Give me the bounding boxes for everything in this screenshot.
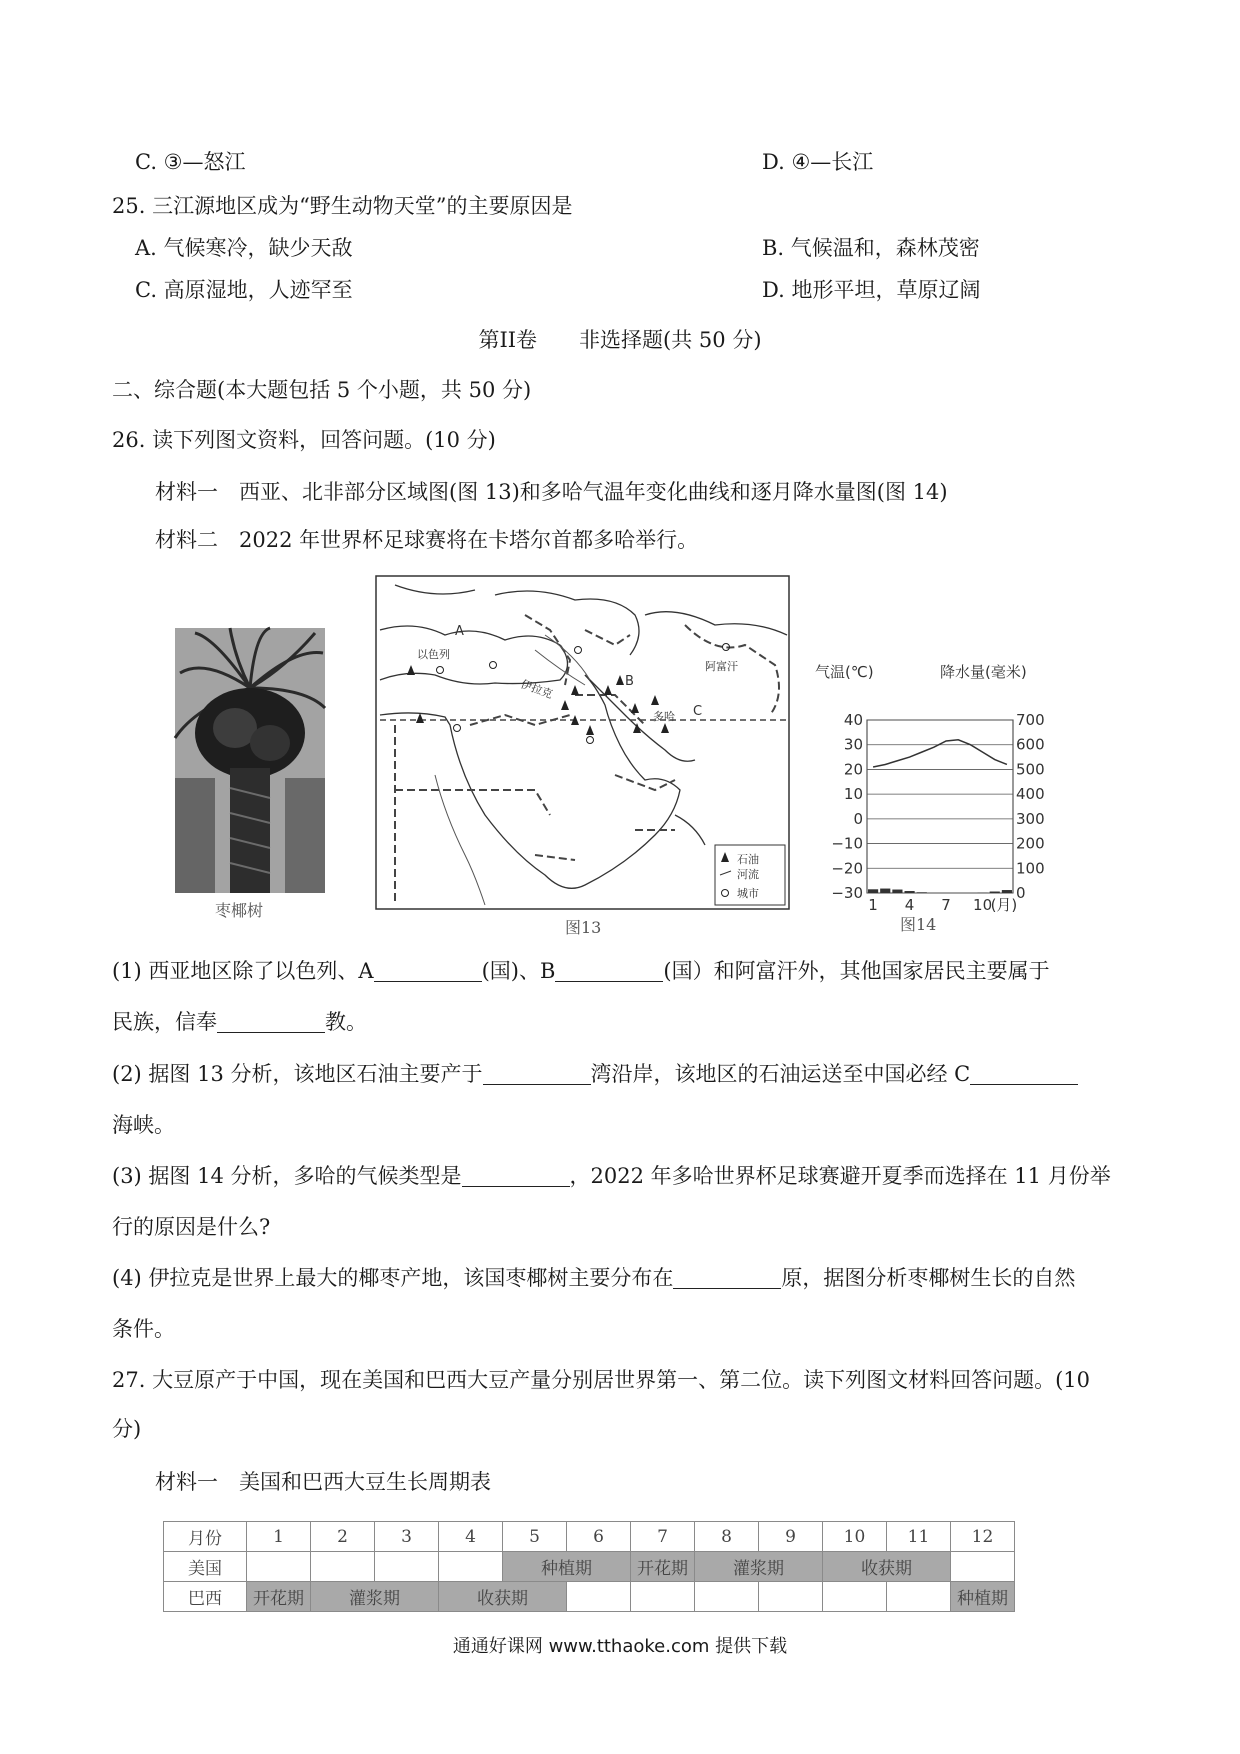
table-row-usa [164,1552,1015,1582]
month-cell: 5 [503,1522,567,1552]
y-left-tick: 10 [843,785,863,804]
legend-oil: 石油 [737,853,759,866]
q26-sub1-line1: (1) 西亚地区除了以色列、A (国)、B (国）和阿富汗外，其他国家居民主要属于 [112,959,1050,983]
legend-city: 城市 [737,887,759,900]
q27-stem-line2: 分) [112,1417,142,1441]
q26-stem: 26. 读下列图文资料，回答问题。(10 分) [112,428,496,452]
answer-blank[interactable] [483,1062,591,1085]
q25-option-c: C. 高原湿地，人迹罕至 [135,278,353,302]
climate-chart-figure-14 [815,663,1055,914]
q26-sub2-line2: 海峡。 [112,1113,175,1137]
precip-bar [1002,890,1012,893]
month-cell: 4 [439,1522,503,1552]
map-caption: 图13 [565,918,602,937]
month-cell: 9 [759,1522,823,1552]
y-left-tick: 20 [843,760,863,779]
month-cell: 8 [695,1522,759,1552]
month-cell: 12 [951,1522,1015,1552]
climate-caption: 图14 [900,915,937,934]
q27-stem-line1: 27. 大豆原产于中国，现在美国和巴西大豆产量分别居世界第一、第二位。读下列图文材料回答问题。(10 [112,1368,1090,1392]
y-right-tick: 200 [1016,834,1045,853]
x-unit: (月) [990,896,1018,914]
month-cell: 3 [375,1522,439,1552]
y-left-tick: −10 [831,834,863,853]
date-palm-photo [175,628,325,893]
month-cell: 2 [311,1522,375,1552]
y-right-tick: 300 [1016,809,1045,828]
y-right-tick: 100 [1016,859,1045,878]
soybean-growth-table [163,1521,1015,1612]
section2-title: 二、综合题(本大题包括 5 个小题，共 50 分) [112,378,532,402]
precip-bar [892,890,902,893]
answer-blank[interactable] [217,1010,325,1033]
map-label-israel: 以色列 [417,648,450,661]
q26-sub4-line2: 条件。 [112,1317,175,1341]
q24-option-d: D. ④—长江 [762,150,874,174]
q26-material1: 材料一 西亚、北非部分区域图(图 13)和多哈气温年变化曲线和逐月降水量图(图 14) [155,480,948,504]
precip-bar [990,892,1000,893]
month-cell: 7 [631,1522,695,1552]
map-label-doha: 多哈 [653,710,675,723]
page-footer: 通通好课网 www.tthaoke.com 提供下载 [452,1636,788,1657]
temp-axis-label: 气温(℃) [815,663,874,681]
chart-frame [867,720,1013,893]
legend-river: 河流 [737,868,759,881]
month-cell: 1 [247,1522,311,1552]
month-cell: 6 [567,1522,631,1552]
map-legend [715,845,785,905]
q24-option-c: C. ③—怒江 [135,150,246,174]
y-left-tick: 30 [843,735,863,754]
answer-blank[interactable] [970,1062,1078,1085]
map-label-iraq: 伊拉克 [518,677,555,702]
y-right-tick: 0 [1016,884,1026,902]
month-header: 月份 [164,1522,247,1552]
answer-blank[interactable] [462,1164,570,1187]
row-label-brazil: 巴西 [164,1582,247,1612]
q26-sub4-line1: (4) 伊拉克是世界上最大的椰枣产地，该国枣椰树主要分布在 原，据图分析枣椰树生长的自然 [112,1266,1076,1290]
temperature-line [873,740,1007,767]
precip-bar [868,889,878,893]
y-left-tick: −30 [831,884,863,902]
usa-flower-period: 开花期 [631,1552,695,1582]
q25-option-a: A. 气候寒冷，缺少天敌 [135,236,353,260]
brazil-pod-period: 灌浆期 [311,1582,439,1612]
q26-material2: 材料二 2022 年世界杯足球赛将在卡塔尔首都多哈举行。 [155,528,699,552]
q25-option-d: D. 地形平坦，草原辽阔 [762,278,981,302]
q25-stem: 25. 三江源地区成为“野生动物天堂”的主要原因是 [112,194,573,218]
y-left-tick: 0 [853,809,863,828]
table-row-brazil [164,1582,1015,1612]
row-label-usa: 美国 [164,1552,247,1582]
usa-sow-period: 种植期 [503,1552,631,1582]
month-cell: 10 [823,1522,887,1552]
brazil-flower-period: 开花期 [247,1582,311,1612]
q26-sub3-line2: 行的原因是什么? [112,1215,271,1239]
brazil-harvest-period: 收获期 [439,1582,567,1612]
brazil-sow-period: 种植期 [951,1582,1015,1612]
part2-title: 第II卷 非选择题(共 50 分) [478,328,762,352]
map-label-c: C [693,704,703,719]
map-label-afghanistan: 阿富汗 [705,660,738,673]
y-left-tick: 40 [843,711,863,729]
q26-sub2-line1: (2) 据图 13 分析，该地区石油主要产于 湾沿岸，该地区的石油运送至中国必经 C [112,1059,1078,1089]
y-left-tick: −20 [831,859,863,878]
q26-sub1-line2: 民族，信奉 教。 [112,1010,367,1034]
y-right-tick: 700 [1016,711,1045,729]
usa-harvest-period: 收获期 [823,1552,951,1582]
precip-bar [905,891,915,893]
usa-pod-period: 灌浆期 [695,1552,823,1582]
month-cell: 11 [887,1522,951,1552]
q25-option-b: B. 气候温和，森林茂密 [762,236,980,260]
answer-blank[interactable] [374,959,482,982]
map-figure-13 [375,575,790,910]
y-right-tick: 400 [1016,785,1045,804]
y-right-tick: 600 [1016,735,1045,754]
precip-bar [880,889,890,893]
x-tick: 4 [904,896,915,914]
photo-caption: 枣椰树 [215,901,264,920]
precip-axis-label: 降水量(毫米) [940,663,1027,681]
q27-material1: 材料一 美国和巴西大豆生长周期表 [155,1470,491,1494]
y-right-tick: 500 [1016,760,1045,779]
x-tick: 1 [868,896,878,914]
x-tick: 10 [973,896,993,914]
answer-blank[interactable] [673,1266,781,1289]
map-label-b: B [625,674,634,689]
precip-bar [917,892,927,893]
x-tick: 7 [941,896,951,914]
q26-sub3-line1: (3) 据图 14 分析，多哈的气候类型是 ，2022 年多哈世界杯足球赛避开夏季而选择在 11 月份举 [112,1164,1111,1188]
table-row-months [164,1522,1015,1552]
map-label-a: A [455,624,464,639]
answer-blank[interactable] [555,959,663,982]
